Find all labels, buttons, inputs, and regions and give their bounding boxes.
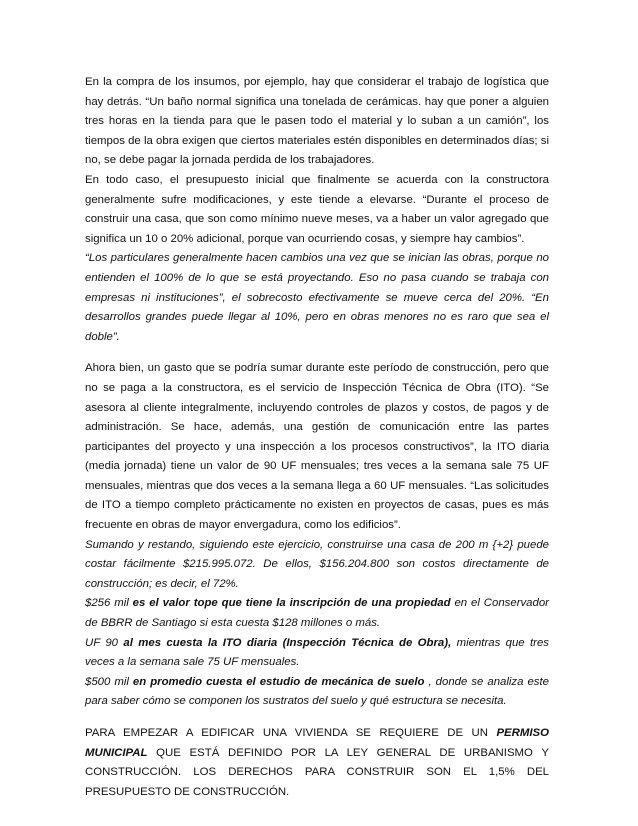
fact-detail: mientras que tres veces a la semana sale 75 UF mensuales. xyxy=(85,636,549,669)
fact-soil-study xyxy=(85,673,549,712)
fact-highlight: es el valor tope que tiene la inscripción de una propiedad xyxy=(132,597,451,610)
document-body xyxy=(85,73,549,802)
permit-intro: PARA EMPEZAR A EDIFICAR UNA VIVIENDA SE REQUIERE DE UN xyxy=(85,727,497,739)
fact-registration-fee xyxy=(85,594,549,633)
fact-detail: en el Conservador de BBRR de Santiago si esta cuesta $128 millones o más. xyxy=(85,597,549,630)
fact-detail: , donde se analiza este para saber cómo se componen los sustratos del suelo y qué estructura se necesita. xyxy=(85,675,549,708)
permit-highlight: PERMISO MUNICIPAL xyxy=(85,727,549,759)
paragraph-logistics: En la compra de los insumos, por ejemplo, hay que considerar el trabajo de logística que hay detrás. “Un baño normal significa una tonelada de cerámicas. hay que poner a alguien tres horas en la tienda para que le pasen todo el material y lo suban a un camión”, los tiempos de la obra exigen que ciertos materiales estén disponibles en determinados días; si no, se debe pagar la jornada perdida de los trabajadores. xyxy=(85,76,549,167)
paragraph-permit xyxy=(85,724,549,802)
paragraph-ito: Ahora bien, un gasto que se podría sumar durante este período de construcción, pero que no se paga a la constructora, es el servicio de Inspección Técnica de Obra (ITO). “Se asesora al cliente integralmente, incluyendo controles de plazos y costos, de pagos y de administración. Se hace, además, una gestión de comunicación entre las partes participantes del proyecto y una inspección a los procesos constructivos”, la ITO diaria (media jornada) tiene un valor de 90 UF mensuales; tres veces a la semana sale 75 UF mensuales, mientras que dos veces a la semana llega a 60 UF mensuales. “Las solicitudes de ITO a tiempo completo prácticamente no existen en proyectos de casas, pues es más frecuente en obras de mayor envergadura, como los edificios”. xyxy=(85,362,549,532)
permit-detail: QUE ESTÁ DEFINIDO POR LA LEY GENERAL DE URBANISMO Y CONSTRUCCIÓN. LOS DERECHOS PARA CONSTRUIR SON EL 1,5% DEL PRESUPUESTO DE CONSTRUCCIÓN. xyxy=(85,746,549,798)
fact-value: $256 mil xyxy=(85,597,133,610)
paragraph-total-cost: Sumando y restando, siguiendo este ejercicio, construirse una casa de 200 m {+2} puede costar fácilmente $215.995.072. De ellos, $156.204.800 son costos directamente de construcción; es decir, el 72%. xyxy=(85,538,549,590)
fact-highlight: al mes cuesta la ITO diaria (Inspección Técnica de Obra), xyxy=(123,636,452,649)
fact-value: $500 mil xyxy=(85,675,133,688)
fact-value: UF 90 xyxy=(85,636,124,649)
paragraph-quote-overrun: “Los particulares generalmente hacen cambios una vez que se inician las obras, porque no entienden el 100% de lo que se está proyectando. Eso no pasa cuando se trabaja con empresas ni instituciones”, el sobrecosto efectivamente se mueve cerca del 20%. “En desarrollos grandes puede llegar al 10%, pero en obras menores no es raro que sea el doble”. xyxy=(85,252,549,343)
fact-ito-cost xyxy=(85,634,549,673)
paragraph-budget: En todo caso, el presupuesto inicial que finalmente se acuerda con la constructora generalmente sufre modificaciones, y este tiende a elevarse. “Durante el proceso de construir una casa, que son como mínimo nueve meses, va a haber un valor agregado que significa un 10 o 20% adicional, porque van ocurriendo cosas, y siempre hay cambios”. xyxy=(85,173,549,245)
fact-highlight: en promedio cuesta el estudio de mecánica de suelo xyxy=(132,675,425,688)
